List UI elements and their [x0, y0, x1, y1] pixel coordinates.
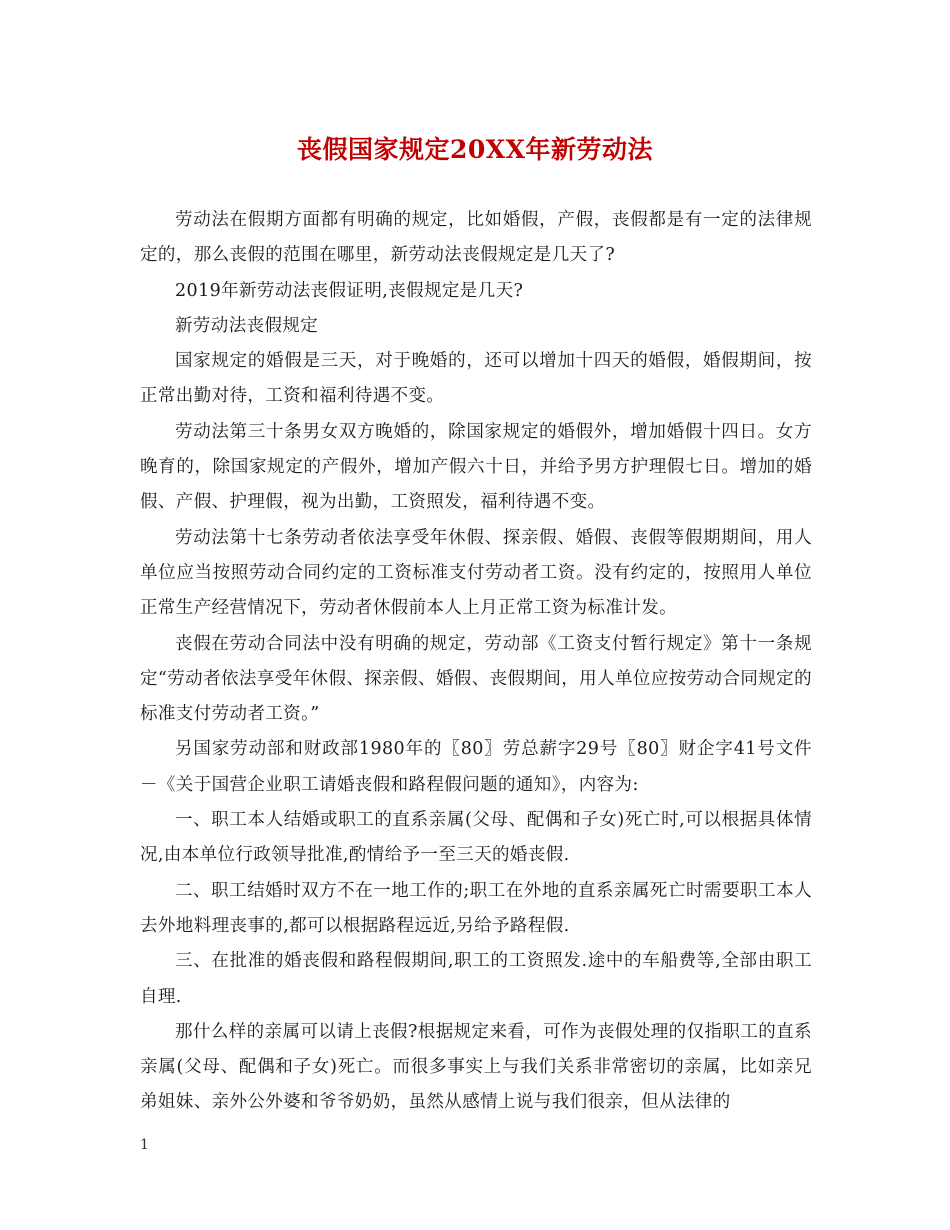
paragraph-9: 一、职工本人结婚或职工的直系亲属(父母、配偶和子女)死亡时,可以根据具体情况,由本单位行政领导批准,酌情给予一至三天的婚丧假. [140, 810, 812, 866]
paragraph-1: 劳动法在假期方面都有明确的规定，比如婚假，产假，丧假都是有一定的法律规定的，那么丧假的范围在哪里，新劳动法丧假规定是几天了? [140, 210, 812, 266]
paragraph-12: 那什么样的亲属可以请上丧假?根据规定来看，可作为丧假处理的仅指职工的直系亲属(父母、配偶和子女)死亡。而很多事实上与我们关系非常密切的亲属，比如亲兄弟姐妹、亲外公外婆和爷爷奶奶，虽然从感情上说与我们很亲，但从法律的 [140, 1021, 812, 1113]
document-body [140, 203, 812, 1121]
paragraph-10: 二、职工结婚时双方不在一地工作的;职工在外地的直系亲属死亡时需要职工本人去外地料理丧事的,都可以根据路程远近,另给予路程假. [140, 880, 812, 936]
paragraph-4: 国家规定的婚假是三天，对于晚婚的，还可以增加十四天的婚假，婚假期间，按正常出勤对待，工资和福利待遇不变。 [140, 351, 812, 407]
paragraph-5: 劳动法第三十条男女双方晚婚的，除国家规定的婚假外，增加婚假十四日。女方晚育的，除国家规定的产假外，增加产假六十日，并给予男方护理假七日。增加的婚假、产假、护理假，视为出勤，工资照发，福利待遇不变。 [140, 421, 812, 513]
paragraph-7: 丧假在劳动合同法中没有明确的规定，劳动部《工资支付暂行规定》第十一条规定“劳动者依法享受年休假、探亲假、婚假、丧假期间，用人单位应按劳动合同规定的标准支付劳动者工资。” [140, 633, 812, 725]
paragraph-3: 新劳动法丧假规定 [175, 315, 319, 336]
paragraph-2: 2019年新劳动法丧假证明,丧假规定是几天? [175, 280, 524, 301]
paragraph-8: 另国家劳动部和财政部1980年的〖80〗劳总薪字29号〖80〗财企字41号文件－《关于国营企业职工请婚丧假和路程假问题的通知》，内容为: [140, 739, 812, 795]
page-title: 丧假国家规定20XX年新劳动法 [296, 135, 654, 164]
paragraph-6: 劳动法第十七条劳动者依法享受年休假、探亲假、婚假、丧假等假期期间，用人单位应当按照劳动合同约定的工资标准支付劳动者工资。没有约定的，按照用人单位正常生产经营情况下，劳动者休假前本人上月正常工资为标准计发。 [140, 527, 812, 619]
page-number: 1 [140, 1137, 149, 1153]
paragraph-11: 三、在批准的婚丧假和路程假期间,职工的工资照发.途中的车船费等,全部由职工自理. [140, 951, 812, 1007]
